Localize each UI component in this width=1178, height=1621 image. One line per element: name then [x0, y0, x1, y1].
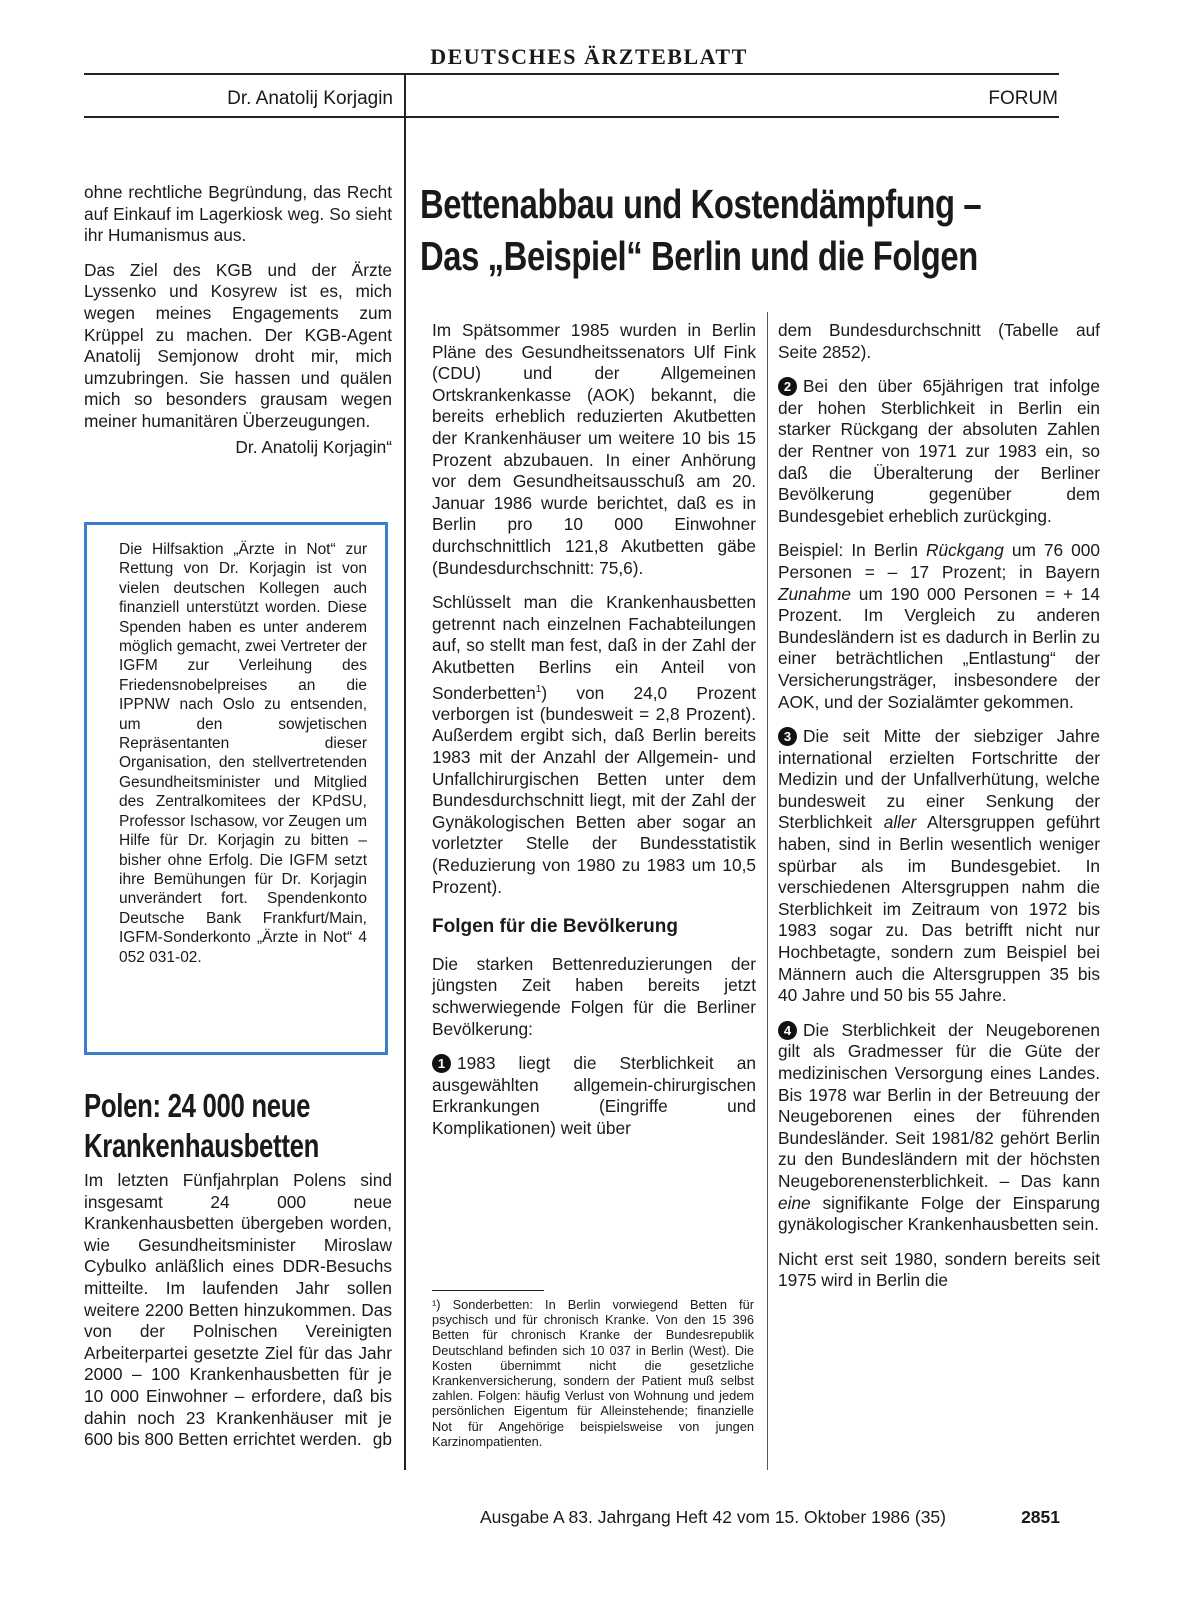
number-3-icon: 3: [778, 727, 797, 746]
footnote-marker[interactable]: 1: [535, 683, 542, 695]
numbered-item-3: 3 Die seit Mitte der siebziger Jahre international erzielten Fortschritte der Medizin und der Unfallverhütung, welche bundesweit zu einer Senkung der Sterblichkeit aller Altersgruppen geführt haben, sind in Berlin wesentlich weniger spürbar als im Bundesgebiet. In verschiedenen Altersgruppen nahm die Sterblichkeit im Zeitraum von 1972 bis 1983 sogar zu. Das betrifft nicht nur Hochbetagte, sondern zum Beispiel bei Männern auch die Altersgruppen 35 bis 40 Jahre und 50 bis 55 Jahre.: [778, 726, 1100, 1006]
page-number: 2851: [1021, 1507, 1060, 1527]
article-right-column: [778, 320, 1100, 1305]
subheading: Folgen für die Bevölkerung: [432, 916, 678, 938]
numbered-item-2: 2 Bei den über 65jährigen trat infolge der hohen Sterblichkeit in Berlin ein starker Rückgang der absoluten Zahlen der Rentner von 1971 zur 1983 ein, so daß die Überalterung der Berliner Bevölkerung gegenüber dem Bundesgebiet erheblich zurückging.: [778, 376, 1100, 526]
article-paragraph-3: Die starken Bettenreduzierungen der jüngsten Zeit haben bereits jetzt schwerwiegende Folgen für die Berliner Bevölkerung:: [432, 953, 756, 1039]
footnote-rule: [432, 1290, 544, 1291]
article-paragraph-1: Im Spätsommer 1985 wurden in Berlin Pläne des Gesundheitssenators Ulf Fink (CDU) und der Allgemeinen Ortskrankenkasse (AOK) bekannt, die bereits erheblich reduzierten Akutbetten der Krankenhäuser um weitere 10 bis 15 Prozent abzubauen. In einer Anhörung vor dem Gesundheitsausschuß am 20. Januar 1986 wurde berichtet, daß es in Berlin pro 10 000 Einwohner durchschnittlich 121,8 Akutbetten gäbe (Bundesdurchschnitt: 75,6).: [432, 320, 756, 578]
number-2-icon: 2: [778, 377, 797, 396]
article-headline-line2: Das „Beispiel“ Berlin und die Folgen: [420, 233, 978, 279]
column-divider: [404, 73, 406, 1470]
article-headline: [420, 178, 982, 282]
footer-issue: Ausgabe A 83. Jahrgang Heft 42 vom 15. Oktober 1986 (35): [480, 1507, 946, 1527]
left-paragraph-1: ohne rechtliche Begründung, das Recht auf Einkauf im Lagerkiosk weg. So sieht ihr Humanismus aus.: [84, 182, 392, 246]
footnote-text: ¹) Sonderbetten: In Berlin vorwiegend Betten für psychisch und für chronisch Kranke. Von den 15 396 Betten für chronisch Kranke der Bundesrepublik Deutschland befinden sich 10 037 in Berlin (West). Die Kosten übernimmt nicht die gesetzliche Krankenversicherung, sondern der Patient muß selbst zahlen. Folgen: häufig Verlust von Wohnung und jedem persönlichen Eigentum für Alleinstehende; finanzielle Not für Angehörige beispielsweise von jungen Karzinompatienten.: [432, 1297, 754, 1449]
polen-article: [84, 1170, 392, 1451]
header-rule: [84, 116, 1059, 118]
example-paragraph: Beispiel: In Berlin Rückgang um 76 000 Personen = – 17 Prozent; in Bayern Zunahme um 190 000 Personen = + 14 Prozent. Im Vergleich zu anderen Bundesländern ist es dadurch in Berlin zu einer beträchtlichen „Entlastung“ der Versicherungsträger, insbesondere der AOK, und der Sozialämter gekommen.: [778, 540, 1100, 712]
article-column-divider: [767, 312, 768, 1470]
numbered-item-4: 4 Die Sterblichkeit der Neugeborenen gilt als Gradmesser für die Güte der medizinischen Versorgung eines Landes. Bis 1978 war Berlin in der Betreuung der Neugeborenen eines der führenden Bundesländer. Seit 1981/82 gehört Berlin zu den Bundesländern mit der höchsten Neugeborenensterblichkeit. – Das kann eine signifikante Folge der Einsparung gynäkologischer Krankenhausbetten sein.: [778, 1019, 1100, 1235]
footnote: [432, 1290, 754, 1449]
masthead-rule: [84, 73, 1059, 75]
polen-headline: [84, 1086, 380, 1166]
article-right-paragraph-6: Nicht erst seit 1980, sondern bereits seit 1975 wird in Berlin die: [778, 1248, 1100, 1291]
running-head-author: Dr. Anatolij Korjagin: [227, 88, 393, 109]
article-headline-line1: Bettenabbau und Kostendämpfung –: [420, 181, 982, 227]
numbered-item-1: 1 1983 liegt die Sterblichkeit an ausgewählten allgemein-chirurgischen Erkrankungen (Eingriffe und Komplikationen) weit über: [432, 1053, 756, 1138]
number-1-icon: 1: [432, 1054, 451, 1073]
left-column: [84, 182, 392, 471]
masthead: DEUTSCHES ÄRZTEBLATT: [430, 44, 748, 69]
number-4-icon: 4: [778, 1021, 797, 1040]
left-paragraph-2: Das Ziel des KGB und der Ärzte Lyssenko und Kosyrew ist es, mich wegen meines Engagements zum Krüppel zu machen. Der KGB-Agent Anatolij Semjonow droht mir, mich umzubringen. Sie hassen und quälen mich so besonders grausam wegen meiner humanitären Überzeugungen.: [84, 259, 392, 431]
polen-headline-line2: Krankenhausbetten: [84, 1127, 319, 1164]
polen-author: gb: [372, 1429, 392, 1450]
article-paragraph-2: Schlüsselt man die Krankenhausbetten getrennt nach einzelnen Fachabteilungen auf, so stellt man fest, daß in der Zahl der Akutbetten Berlins ein Anteil von Sonderbetten$^1$) von 24,0 Prozent verborgen ist (bundesweit = 2,8 Prozent). Außerdem ergibt sich, daß Berlin bereits 1983 mit der Anzahl der Allgemein- und Unfallchirurgischen Betten unter dem Bundesdurchschnitt liegt, mit der Zahl der Gynäkologischen Betten aber sogar an vorletzter Stelle der Bundesstatistik (Reduzierung von 1980 zu 1983 um 10,5 Prozent).: [432, 592, 756, 897]
article-right-paragraph-1: dem Bundesdurchschnitt (Tabelle auf Seite 2852).: [778, 320, 1100, 362]
signature: Dr. Anatolij Korjagin“: [235, 436, 392, 457]
polen-text: Im letzten Fünfjahrplan Polens sind insgesamt 24 000 neue Krankenhausbetten übergeben worden, wie Gesundheitsminister Miroslaw Cybulko anläßlich eines DDR-Besuchs mitteilte. Im laufenden Jahr sollen weitere 2200 Betten hinzukommen. Das von der Polnischen Vereinigten Arbeiterpartei gesetzte Ziel für das Jahr 2000 – 100 Krankenhausbetten für je 10 000 Einwohner – erfordere, daß bis dahin noch 23 Krankenhäuser mit je 600 bis 800 Betten errichtet werden.: [84, 1170, 392, 1450]
info-box-text: Die Hilfsaktion „Ärzte in Not“ zur Rettung von Dr. Korjagin ist von vielen deutschen Kollegen auch finanziell unterstützt worden. Diese Spenden haben es unter anderem möglich gemacht, zwei Vertreter der IGFM zur Verleihung des Friedensnobelpreises an die IPPNW nach Oslo zu entsenden, um den sowjetischen Repräsentanten dieser Organisation, den stellvertretenden Gesundheitsminister und Mitglied des Zentralkomitees der KPdSU, Professor Ischasow, vor Zeugen um Hilfe für Dr. Korjagin zu bitten – bisher ohne Erfolg. Die IGFM setzt ihre Bemühungen für Dr. Korjagin unverändert fort. Spendenkonto Deutsche Bank Frankfurt/Main, IGFM-Sonderkonto „Ärzte in Not“ 4 052 031-02.: [119, 541, 367, 966]
article-middle-column: [432, 320, 756, 1153]
polen-headline-line1: Polen: 24 000 neue: [84, 1087, 311, 1124]
info-box: [84, 522, 388, 1055]
running-head-section: FORUM: [988, 88, 1058, 109]
